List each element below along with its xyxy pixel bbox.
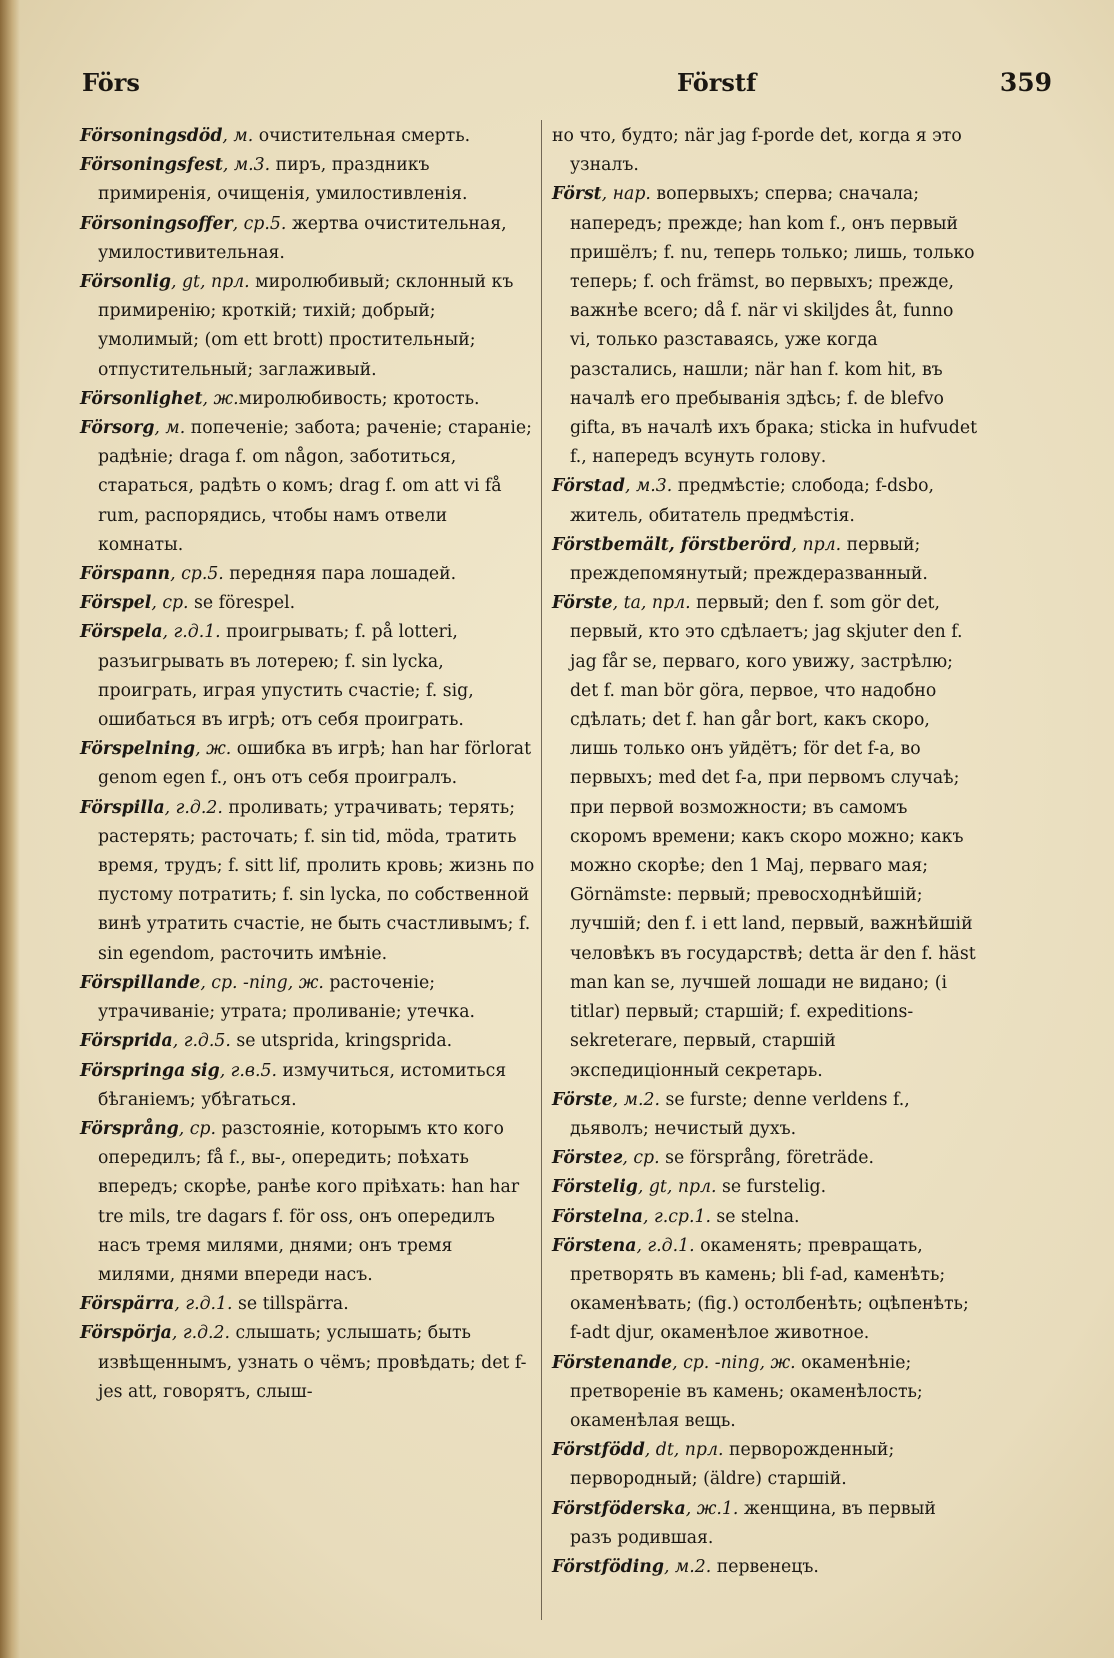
dictionary-entry: [80, 122, 535, 151]
entry-headword: Försonlig: [80, 272, 171, 293]
entry-definition: передняя пара лошадей.: [223, 564, 457, 585]
header-left-guideword: Förs: [82, 68, 140, 97]
left-column: [80, 122, 535, 1407]
dictionary-entry: [552, 1553, 978, 1582]
entry-headword: Förstfödd: [552, 1440, 645, 1461]
entry-headword: Förspel: [80, 593, 152, 614]
entry-grammar: , м.: [222, 126, 254, 146]
entry-grammar: , прл.: [791, 534, 842, 555]
entry-headword: Förspringa sig: [80, 1060, 220, 1081]
entry-definition: миролюбивый; склонный къ примиренію; кроткій; тихій; добрый; умолимый; (om ett brott) простительный; отпустительный; заглаживый.: [98, 272, 514, 380]
running-header: [82, 68, 1052, 108]
dictionary-entry: [80, 969, 535, 1027]
dictionary-entry: [552, 589, 978, 1085]
dictionary-entry: [552, 1086, 978, 1144]
entry-grammar: , м.3.: [222, 155, 271, 176]
entry-grammar: , ср.: [151, 593, 189, 614]
entry-grammar: , нар.: [601, 184, 651, 205]
entry-grammar: , г.ср.1.: [643, 1206, 711, 1227]
entry-headword: Försprida: [80, 1031, 173, 1052]
entry-definition: попеченіе; забота; раченіе; стараніе; радѣніе; draga f. om någon, заботиться, стараться, радѣть о комъ; drag f. om att vi få rum, распорядись, чтобы намъ отвели комнаты.: [98, 418, 532, 555]
entry-headword: Först: [552, 184, 602, 205]
entry-definition: ошибка въ игрѣ; han har förlorat genom egen f., онъ отъ себя проигралъ.: [98, 739, 532, 789]
entry-definition: расточеніе; утрачиваніе; утрата; проливаніе; утечка.: [98, 972, 476, 1023]
entry-definition: вопервыхъ; сперва; сначала; напередъ; прежде; han kom f., онъ первый пришёлъ; f. nu, теперь только; лишь, только теперь; f. och främst, во первыхъ; прежде, важнѣе всего; då f. när vi skiljdes åt, funno vi, только разставаясь, уже когда разстались, нашли; när han f. kom hit, въ началѣ его пребыванія здѣсь; f. de blefvo gifta, въ началѣ ихъ брака; sticka in hufvudet f., напередъ всунуть голову.: [570, 184, 978, 468]
entry-headword: Förspilla: [80, 797, 165, 818]
entry-grammar: , м.2.: [663, 1556, 712, 1577]
dictionary-entry: [80, 560, 535, 589]
dictionary-entry: [80, 794, 535, 969]
entry-headword: Förste: [552, 1089, 613, 1110]
entry-definition: se utsprida, kringsprida.: [230, 1031, 453, 1052]
entry-headword: Förspela: [80, 622, 163, 643]
entry-definition: миролюбивость; кротость.: [238, 388, 480, 409]
dictionary-entry: [552, 1349, 978, 1437]
column-divider: [541, 120, 542, 1620]
entry-headword: Förste: [552, 593, 613, 614]
dictionary-entry: [552, 122, 978, 180]
dictionary-entry: [552, 531, 978, 589]
dictionary-entry: [80, 1319, 535, 1407]
entry-grammar: , ср. -ning, ж.: [672, 1352, 796, 1373]
dictionary-entry: [80, 414, 535, 560]
entry-grammar: , ср.5.: [232, 213, 287, 234]
entry-grammar: , м.: [154, 418, 186, 439]
entry-headword: Förstföding: [552, 1556, 664, 1577]
dictionary-entry: [80, 589, 535, 618]
entry-headword: Förstelig: [552, 1177, 638, 1198]
dictionary-entry: [80, 268, 535, 385]
entry-grammar: , г.в.5.: [219, 1060, 277, 1081]
dictionary-entry: [80, 1027, 535, 1056]
dictionary-entry: [80, 1290, 535, 1319]
entry-headword: Förstföderska: [552, 1498, 686, 1519]
entry-grammar: , ж.1.: [685, 1498, 739, 1519]
entry-grammar: , gt, прл.: [171, 272, 250, 293]
header-right-guideword: Förstf: [677, 68, 757, 97]
entry-grammar: , ср.5.: [170, 564, 224, 585]
entry-headword: Försoningsoffer: [80, 213, 233, 234]
entry-grammar: , г.д.5.: [172, 1031, 231, 1052]
entry-definition: se stelna.: [710, 1206, 800, 1227]
entry-headword: Förstena: [552, 1235, 637, 1256]
dictionary-entry: [80, 151, 535, 209]
dictionary-entry: [552, 180, 978, 472]
dictionary-entry: [552, 1173, 978, 1202]
entry-headword: Förstenande: [552, 1352, 673, 1373]
entry-definition: слышать; услышать; быть извѣщеннымъ, узнать о чёмъ; провѣдать; det f-jes att, говорятъ, слыш-: [98, 1323, 527, 1402]
entry-definition: жертва очистительная, умилостивительная.: [98, 213, 507, 263]
entry-definition: очистительная смерть.: [253, 126, 471, 146]
entry-headword: Förstad: [552, 476, 625, 497]
entry-headword: Försoningsfest: [80, 155, 223, 176]
entry-definition: проливать; утрачивать; терять; растерять; расточать; f. sin tid, möda, тратить время, трудъ; f. sitt lif, пролить кровь; жизнь по пустому потратить; f. sin lycka, по собственной винѣ утратить счастіе, не быть счастливымъ; f. sin egendom, расточить имѣніе.: [98, 797, 535, 964]
dictionary-entry: [552, 472, 978, 530]
entry-grammar: , г.д.1.: [174, 1294, 233, 1315]
entry-headword: Förspelning: [80, 739, 196, 760]
entry-grammar: , м.3.: [624, 476, 673, 497]
entry-grammar: , ср.: [178, 1118, 216, 1139]
entry-headword: Försonlighet: [80, 388, 203, 409]
dictionary-entry: [552, 1203, 978, 1232]
entry-headword: Förstег: [552, 1148, 623, 1169]
entry-headword: Förspillande: [80, 972, 201, 993]
entry-grammar: , ж.: [202, 388, 239, 409]
entry-definition: пиръ, праздникъ примиренія, очищенія, умилостивленія.: [98, 155, 468, 205]
entry-definition: первый; den f. som gör det, первый, кто это сдѣлаетъ; jag skjuter den f. jag får se, перваго, кого увижу, застрѣлю; det f. man bör göra, первое, что надобно сдѣлать; det f. han går bort, какъ скоро, лишь только онъ уйдётъ; för det f-a, во первыхъ; med det f-a, при первомъ случаѣ; при первой возможности; въ самомъ скоромъ времени; какъ скоро можно; какъ можно скорѣе; den 1 Maj, перваго мая; Görnämste: первый; превосходнѣйшій; лучшій; den f. i ett land, первый, важнѣйшій человѣкъ въ государствѣ; detta är den f. häst man kan se, лучшей лошади не видано; (i titlar) первый; старшій; f. expeditions-sekreterare, первый, старшій экспедиціонный секретарь.: [570, 593, 976, 1081]
dictionary-entry: [80, 385, 535, 414]
entry-definition: первенецъ.: [711, 1556, 819, 1577]
book-spine-shadow: [0, 0, 20, 1658]
entry-definition: окаменять; превращать, претворять въ камень; bli f-ad, каменѣть; окаменѣвать; (fig.) остолбенѣть; оцѣпенѣть; f-adt djur, окаменѣлое животное.: [570, 1235, 969, 1344]
entry-grammar: , ж.: [195, 739, 232, 760]
entry-headword: Förspörja: [80, 1323, 172, 1344]
entry-definition: se försprång, företräde.: [659, 1148, 875, 1169]
dictionary-entry: [552, 1436, 978, 1494]
entry-definition: женщина, въ первый разъ родившая.: [570, 1498, 936, 1548]
entry-definition: предмѣстіе; слобода; f-dsbo, житель, обитатель предмѣстія.: [570, 476, 934, 526]
entry-headword: Förstbemält, förstberörd: [552, 534, 792, 555]
entry-grammar: , г.д.1.: [162, 622, 221, 643]
entry-definition: se furste; denne verldens f., дьяволъ; нечистый духъ.: [570, 1089, 910, 1139]
entry-grammar: , м.2.: [612, 1089, 660, 1110]
entry-definition: первый; преждепомянутый; преждеразванный.: [570, 534, 928, 585]
page-number: 359: [999, 68, 1052, 97]
entry-grammar: , г.д.2.: [164, 797, 223, 818]
entry-headword: Försorg: [80, 418, 155, 439]
entry-headword: Försprång: [80, 1118, 179, 1139]
entry-headword: Förstelna: [552, 1206, 643, 1227]
entry-definition: но что, будто; när jag f-porde det, когда я это узналъ.: [552, 126, 962, 176]
entry-headword: Förspann: [80, 564, 171, 585]
entry-grammar: , dt, прл.: [644, 1440, 724, 1461]
entry-grammar: , gt, прл.: [637, 1177, 717, 1198]
dictionary-entry: [552, 1232, 978, 1349]
dictionary-entry: [80, 1057, 535, 1115]
entry-headword: Förspärra: [80, 1294, 175, 1315]
entry-definition: проигрывать; f. på lotteri, разъигрывать въ лотерею; f. sin lycka, проиграть, играя упустить счастіе; f. sig, ошибаться въ игрѣ; отъ себя проиграть.: [98, 622, 474, 731]
entry-grammar: , ta, прл.: [612, 593, 691, 614]
dictionary-entry: [80, 735, 535, 793]
entry-definition: перворожденный; первородный; (äldre) старшій.: [570, 1440, 895, 1490]
dictionary-entry: [80, 1115, 535, 1290]
entry-grammar: , г.д.1.: [636, 1235, 695, 1256]
entry-definition: se förespel.: [188, 593, 296, 614]
dictionary-entry: [552, 1144, 978, 1173]
entry-grammar: , ср.: [622, 1148, 660, 1169]
entry-grammar: , г.д.2.: [171, 1323, 231, 1344]
dictionary-entry: [80, 618, 535, 735]
entry-definition: окаменѣніе; претвореніе въ камень; окаменѣлость; окаменѣлая вещь.: [570, 1352, 923, 1431]
entry-headword: Försoningsdöd: [80, 126, 223, 146]
entry-definition: se tillspärra.: [232, 1294, 349, 1315]
right-column: [552, 122, 978, 1582]
entry-grammar: , ср. -ning, ж.: [200, 972, 324, 993]
entry-definition: se furstelig.: [716, 1177, 827, 1198]
dictionary-entry: [80, 210, 535, 268]
entry-definition: измучиться, истомиться бѣганіемъ; убѣгаться.: [98, 1060, 507, 1110]
entry-definition: разстояніе, которымъ кто кого опередилъ; få f., вы-, опередить; поѣхать впередъ; скорѣе, ранѣе кого пріѣхать: han har tre mils, tre dagars f. för oss, онъ опередилъ насъ тремя милями, днями; онъ тремя милями, днями впереди насъ.: [98, 1118, 520, 1285]
dictionary-entry: [552, 1495, 978, 1553]
